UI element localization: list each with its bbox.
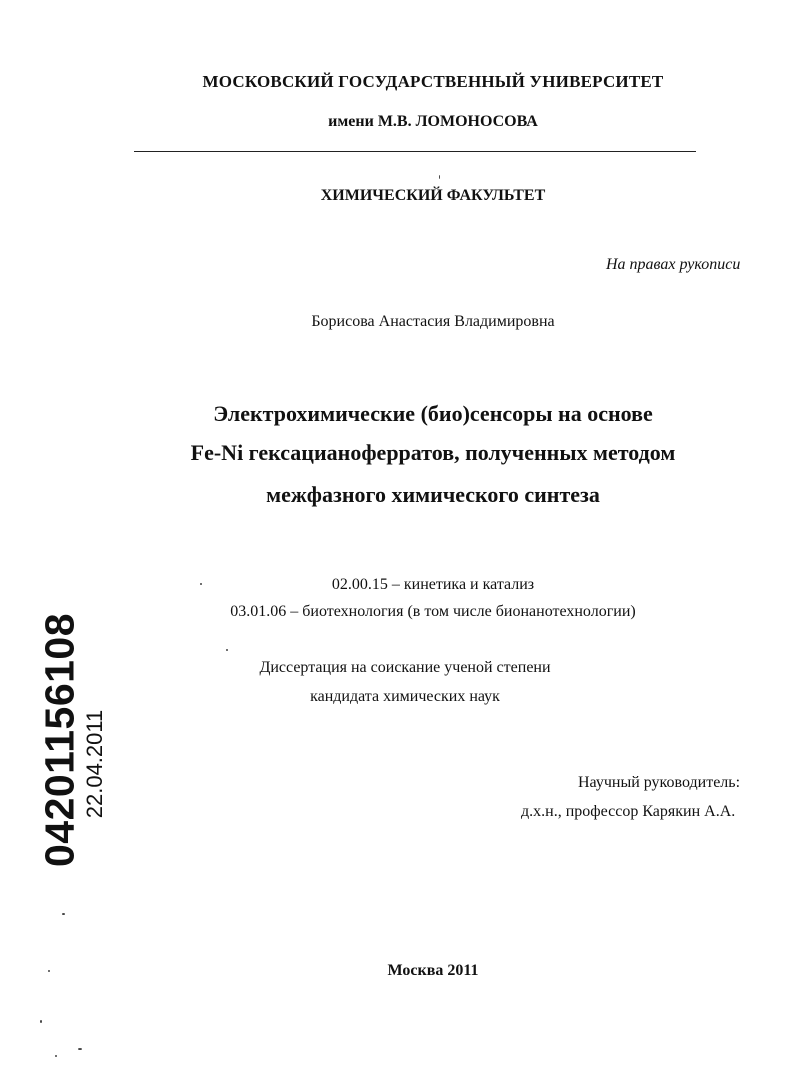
place-and-year: Москва 2011	[387, 962, 479, 979]
thesis-title-line-1: Электрохимические (био)сенсоры на основе	[213, 401, 653, 426]
author-name: Борисова Анастасия Владимировна	[311, 313, 555, 330]
degree-line-1: Диссертация на соискание ученой степени	[259, 659, 551, 676]
scan-speck	[439, 175, 440, 179]
rights-note: На правах рукописи	[606, 256, 741, 273]
header-divider	[134, 151, 696, 152]
library-stamp-date: 22.04.2011	[82, 709, 107, 819]
library-stamp-number: 04201156108	[36, 612, 83, 868]
scan-speck	[226, 649, 228, 651]
scan-speck	[200, 583, 202, 585]
scan-speck	[55, 1055, 57, 1057]
faculty-name: ХИМИЧЕСКИЙ ФАКУЛЬТЕТ	[320, 187, 546, 204]
university-name: МОСКОВСКИЙ ГОСУДАРСТВЕННЫЙ УНИВЕРСИТЕТ	[202, 72, 664, 91]
specialty-2: 03.01.06 – биотехнология (в том числе бионанотехнологии)	[230, 603, 636, 620]
supervisor-label: Научный руководитель:	[578, 774, 741, 791]
university-named-after: имени М.В. ЛОМОНОСОВА	[328, 113, 538, 130]
supervisor-name: д.х.н., профессор Карякин А.А.	[521, 803, 736, 820]
scan-speck	[40, 1020, 42, 1023]
degree-line-2: кандидата химических наук	[310, 688, 500, 705]
thesis-title-line-3: межфазного химического синтеза	[266, 482, 600, 507]
scan-speck	[62, 913, 65, 915]
scan-speck	[48, 970, 50, 972]
thesis-title-line-2: Fe-Ni гексацианоферратов, полученных методом	[190, 440, 676, 465]
scan-speck	[78, 1048, 82, 1050]
specialty-1: 02.00.15 – кинетика и катализ	[331, 576, 535, 593]
